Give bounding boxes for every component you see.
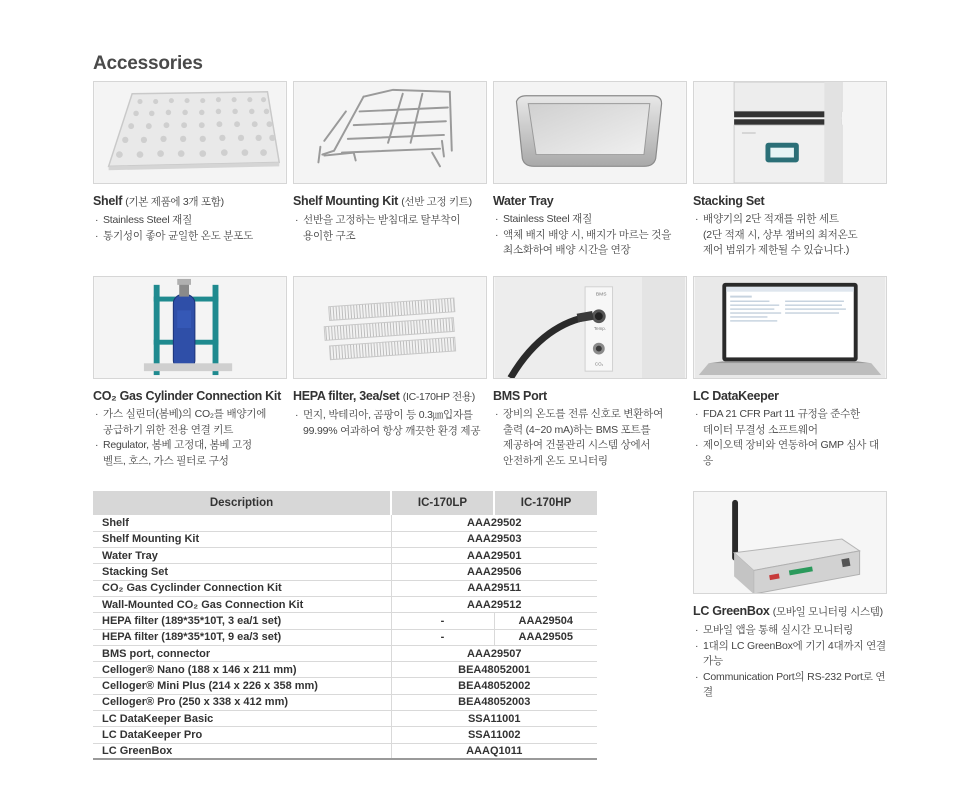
card-bullets — [493, 407, 687, 469]
card-title-text: BMS Port — [493, 389, 547, 403]
bullet-item — [293, 213, 487, 244]
bullet-item — [493, 228, 687, 259]
row-description: LC GreenBox — [93, 743, 391, 759]
row-description: BMS port, connector — [93, 645, 391, 661]
bullet-item — [693, 212, 887, 259]
bullet-text: · Regulator, 봄베 고정대, 봄베 고정 벨트, 호스, 가스 필터로 구성 — [103, 439, 252, 467]
bullet-text: · 1대의 LC GreenBox에 기기 4대까지 연결 가능 — [703, 639, 886, 667]
row-code-shared: BEA48052003 — [391, 694, 597, 710]
card-bms-port — [493, 276, 687, 469]
card-bullets — [493, 212, 687, 259]
table-row — [93, 613, 597, 629]
card-shelf — [93, 81, 287, 244]
bullet-text: · 모바일 앱을 통해 실시간 모니터링 — [703, 624, 854, 636]
row-code-hp: AAA29505 — [494, 629, 597, 645]
row-description: HEPA filter (189*35*10T, 3 ea/1 set) — [93, 613, 391, 629]
row-code-shared: BEA48052002 — [391, 678, 597, 694]
row-description: Shelf — [93, 515, 391, 531]
header-ic-170lp: IC-170LP — [391, 491, 494, 515]
table-row — [93, 515, 597, 531]
table-row — [93, 743, 597, 759]
bullet-item — [693, 623, 887, 639]
card-title — [693, 194, 887, 208]
card-bullets — [293, 213, 487, 244]
bms-port-label: BMS — [595, 292, 607, 298]
table-row — [93, 580, 597, 596]
bullet-text: · 장비의 온도를 전류 신호로 변환하여 출력 (4~20 mA)하는 BMS 포트를 제공하여 건물관리 시스템 상에서 안전하게 온도 모니터링 — [503, 408, 664, 467]
table-row — [93, 596, 597, 612]
row-code-shared: AAA29507 — [391, 645, 597, 661]
row-code-lp: - — [391, 613, 494, 629]
bullet-text: · 선반을 고정하는 받침대로 탈부착이 용이한 구조 — [303, 214, 461, 242]
table-row — [93, 694, 597, 710]
bullet-text: · FDA 21 CFR Part 11 규정을 준수한 데이터 무결성 소프트웨어 — [703, 408, 860, 436]
bullet-item — [93, 407, 287, 438]
co2-label: CO₂ — [594, 361, 604, 367]
bullet-text: · Communication Port의 RS-232 Port로 연결 — [703, 670, 886, 698]
card-title — [293, 194, 487, 209]
bullet-item — [93, 229, 287, 245]
table-row — [93, 548, 597, 564]
row-code-shared: AAA29501 — [391, 548, 597, 564]
table-row — [93, 645, 597, 661]
row-description: Wall-Mounted CO₂ Gas Connection Kit — [93, 596, 391, 612]
bullet-text: · 먼지, 박테리아, 곰팡이 등 0.3㎛입자를 99.99% 여과하여 항상 깨끗한 환경 제공 — [303, 409, 481, 437]
card-title — [493, 194, 687, 208]
bullet-text: · Stainless Steel 재질 — [103, 214, 193, 226]
card-title — [493, 389, 687, 403]
card-subtitle: (선반 고정 키트) — [401, 196, 472, 208]
row-description: Celloger® Pro (250 x 338 x 412 mm) — [93, 694, 391, 710]
hepa-filter-photo — [293, 276, 487, 379]
bullet-item — [493, 407, 687, 469]
row-code-shared: AAA29502 — [391, 515, 597, 531]
table-row — [93, 727, 597, 743]
card-title-text: Shelf — [93, 194, 123, 208]
row-code-shared: AAA29511 — [391, 580, 597, 596]
card-subtitle: (IC-170HP 전용) — [402, 391, 475, 403]
row-code-shared: SSA11002 — [391, 727, 597, 743]
card-title — [693, 389, 887, 403]
row-code-shared: AAA29512 — [391, 596, 597, 612]
bullet-item — [293, 408, 487, 439]
row-code-shared: AAA29503 — [391, 531, 597, 547]
card-title — [93, 389, 287, 403]
water-tray-photo — [493, 81, 687, 184]
row-description: LC DataKeeper Basic — [93, 711, 391, 727]
stacking-set-photo — [693, 81, 887, 184]
bullet-text: · 통기성이 좋아 균일한 온도 분포도 — [103, 229, 254, 242]
row-description: Water Tray — [93, 548, 391, 564]
lc-greenbox-photo — [693, 491, 887, 594]
bms-port-photo — [493, 276, 687, 379]
card-title-text: LC GreenBox — [693, 604, 770, 618]
accessories-table — [93, 491, 597, 760]
bullet-item — [693, 407, 887, 438]
lc-datakeeper-photo — [693, 276, 887, 379]
card-stacking-set — [693, 81, 887, 259]
card-title — [693, 604, 887, 619]
page-title: Accessories — [93, 53, 203, 74]
row-description: LC DataKeeper Pro — [93, 727, 391, 743]
row-code-shared: BEA48052001 — [391, 662, 597, 678]
card-subtitle: (기본 제품에 3개 포함) — [125, 196, 224, 208]
row-description: HEPA filter (189*35*10T, 9 ea/3 set) — [93, 629, 391, 645]
bullet-text: · 액체 배지 배양 시, 배지가 마르는 것을 최소화하여 배양 시간을 연장 — [503, 228, 672, 256]
row-code-shared: AAA29506 — [391, 564, 597, 580]
row-description: Shelf Mounting Kit — [93, 531, 391, 547]
card-shelf-mounting-kit — [293, 81, 487, 244]
card-title — [93, 194, 287, 209]
table-row — [93, 678, 597, 694]
bullet-text: · 제이오텍 장비와 연동하여 GMP 심사 대응 — [703, 439, 879, 467]
card-title-text: LC DataKeeper — [693, 389, 779, 403]
card-co2-kit — [93, 276, 287, 469]
card-water-tray — [493, 81, 687, 259]
bullet-item — [693, 670, 887, 701]
bullet-text: · 배양기의 2단 적재를 위한 세트 (2단 적재 시, 상부 챔버의 최저온도 제어 범위가 제한될 수 있습니다.) — [703, 213, 858, 256]
temp-label: Temp. — [593, 325, 606, 331]
row-description: CO₂ Gas Cyclinder Connection Kit — [93, 580, 391, 596]
card-bullets — [693, 407, 887, 469]
header-description: Description — [93, 491, 391, 515]
card-bullets — [93, 407, 287, 469]
bullet-item — [93, 438, 287, 469]
shelf-photo — [93, 81, 287, 184]
row-code-lp: - — [391, 629, 494, 645]
card-title-text: Stacking Set — [693, 194, 765, 208]
table-row — [93, 564, 597, 580]
shelf-mounting-kit-photo — [293, 81, 487, 184]
bullet-item — [693, 438, 887, 469]
card-bullets — [693, 623, 887, 701]
card-title-text: Water Tray — [493, 194, 554, 208]
header-ic-170hp: IC-170HP — [494, 491, 597, 515]
card-bullets — [293, 408, 487, 439]
card-bullets — [93, 213, 287, 244]
card-hepa-filter — [293, 276, 487, 439]
row-code-shared: AAAQ1011 — [391, 743, 597, 759]
table-row — [93, 711, 597, 727]
bullet-item — [93, 213, 287, 229]
row-description: Stacking Set — [93, 564, 391, 580]
card-title-text: Shelf Mounting Kit — [293, 194, 398, 208]
card-lc-datakeeper — [693, 276, 887, 469]
table-row — [93, 662, 597, 678]
card-bullets — [693, 212, 887, 259]
row-description: Celloger® Mini Plus (214 x 226 x 358 mm) — [93, 678, 391, 694]
co2-kit-photo — [93, 276, 287, 379]
bullet-item — [493, 212, 687, 228]
row-code-hp: AAA29504 — [494, 613, 597, 629]
table-header-row — [93, 491, 597, 515]
bullet-text: · 가스 실린더(봄베)의 CO₂를 배양기에 공급하기 위한 전용 연결 키트 — [103, 408, 267, 436]
bullet-text: · Stainless Steel 재질 — [503, 213, 593, 225]
bullet-item — [693, 639, 887, 670]
table-row — [93, 629, 597, 645]
table-body — [93, 515, 597, 759]
card-lc-greenbox — [693, 491, 887, 701]
table-row — [93, 531, 597, 547]
row-code-shared: SSA11001 — [391, 711, 597, 727]
card-title-text: CO₂ Gas Cylinder Connection Kit — [93, 389, 281, 403]
card-subtitle: (모바일 모니터링 시스템) — [772, 606, 883, 618]
card-title — [293, 389, 487, 404]
row-description: Celloger® Nano (188 x 146 x 211 mm) — [93, 662, 391, 678]
card-title-text: HEPA filter, 3ea/set — [293, 389, 400, 403]
